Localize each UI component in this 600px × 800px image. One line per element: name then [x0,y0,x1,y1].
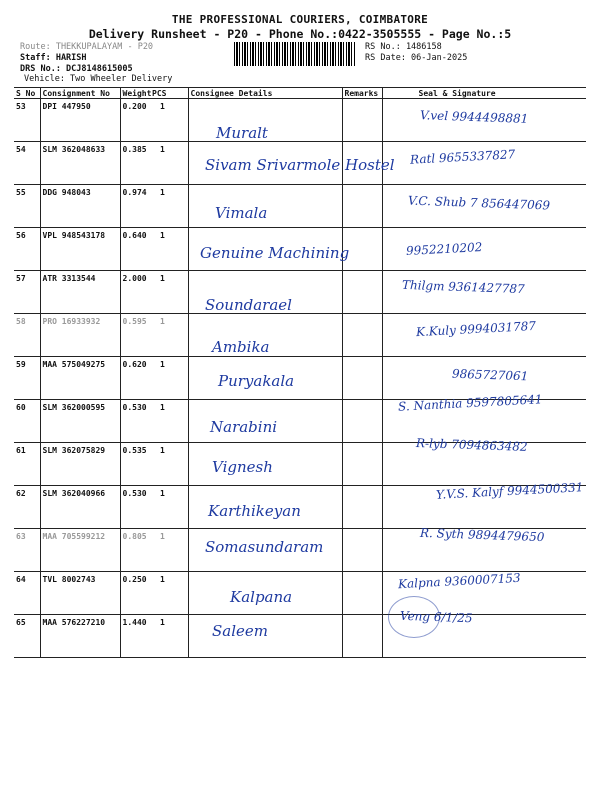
seal-signature-handwriting: S. Nanthia 9597805641 [397,392,543,414]
cell-sno: 55 [14,185,40,228]
cell-sno: 64 [14,572,40,615]
cell-pcs: 1 [150,142,188,185]
consignee-handwriting: Genuine Machining [200,244,350,262]
cell-weight: 0.385 [120,142,150,185]
cell-pcs: 1 [150,615,188,658]
cell-consignment: TVL 8002743 [40,572,120,615]
seal-signature-handwriting: Thilgm 9361427787 [401,277,525,297]
cell-sno: 63 [14,529,40,572]
cell-empty [342,529,382,572]
cell-weight: 0.640 [120,228,150,271]
rs-number: RS No.: 1486158 [365,42,442,52]
cell-sno: 54 [14,142,40,185]
cell-consignment: SLM 362000595 [40,400,120,443]
header-remarks: Remarks [342,88,382,99]
seal-signature-handwriting: Y.V.S. Kalyf 9944500331 [435,480,584,502]
runsheet-subtitle: Delivery Runsheet - P20 - Phone No.:0422-3505555 - Page No.:5 [88,27,512,41]
route-text: Route: THEKKUPALAYAM - P20 [20,42,154,52]
cell-sno: 57 [14,271,40,314]
cell-consignment: SLM 362048633 [40,142,120,185]
drs-number: DRS No.: DCJ8148615005 [20,64,133,74]
cell-consignment: ATR 3313544 [40,271,120,314]
vehicle-text: Vehicle: Two Wheeler Delivery [24,74,173,84]
consignee-handwriting: Kalpana [230,588,293,606]
consignee-handwriting: Saleem [212,622,268,640]
consignee-handwriting: Somasundaram [205,538,324,556]
barcode [234,42,356,66]
seal-signature-handwriting: Ratl 9655337827 [409,147,516,167]
cell-empty [342,99,382,142]
cell-empty [342,572,382,615]
cell-sno: 60 [14,400,40,443]
table-header-row [14,88,586,99]
cell-consignment: SLM 362040966 [40,486,120,529]
consignee-handwriting: Sivam Srivarmole Hostel [205,156,395,174]
seal-signature-handwriting: V.C. Shub 7 856447069 [407,193,551,213]
cell-consignment: MAA 705599212 [40,529,120,572]
cell-pcs: 1 [150,400,188,443]
cell-pcs: 1 [150,228,188,271]
header-consignment: Consignment No [40,88,120,99]
cell-weight: 0.620 [120,357,150,400]
staff-text: Staff: HARISH [20,53,87,63]
rs-date: RS Date: 06-Jan-2025 [365,53,468,63]
header-consignee: Consignee Details [188,88,342,99]
seal-signature-handwriting: R-lyb 7094863482 [415,436,528,454]
seal-signature-handwriting: R. Syth 9894479650 [419,525,545,545]
cell-empty [342,357,382,400]
cell-empty [342,314,382,357]
cell-sno: 61 [14,443,40,486]
cell-consignment: DPI 447950 [40,99,120,142]
cell-pcs: 1 [150,529,188,572]
cell-pcs: 1 [150,185,188,228]
cell-pcs: 1 [150,572,188,615]
seal-signature-handwriting: V.vel 9944498881 [419,108,529,126]
seal-signature-handwriting: 9865727061 [451,366,529,384]
header-weight: Weight [120,88,150,99]
cell-pcs: 1 [150,99,188,142]
cell-consignment: MAA 576227210 [40,615,120,658]
cell-empty [342,443,382,486]
cell-empty [342,271,382,314]
cell-consignment: SLM 362075829 [40,443,120,486]
header-seal: Seal & Signature [382,88,586,99]
cell-sno: 53 [14,99,40,142]
cell-weight: 1.440 [120,615,150,658]
cell-weight: 2.000 [120,271,150,314]
cell-weight: 0.250 [120,572,150,615]
cell-weight: 0.530 [120,400,150,443]
cell-pcs: 1 [150,357,188,400]
cell-weight: 0.200 [120,99,150,142]
header-sno: S No [14,88,40,99]
header-pcs: PCS [150,88,188,99]
consignee-handwriting: Vimala [215,204,268,222]
consignee-handwriting: Soundarael [205,296,292,314]
cell-empty [342,615,382,658]
cell-weight: 0.535 [120,443,150,486]
cell-sno: 62 [14,486,40,529]
cell-pcs: 1 [150,486,188,529]
cell-sno: 58 [14,314,40,357]
consignee-handwriting: Narabini [210,418,278,436]
consignee-handwriting: Karthikeyan [208,502,301,520]
consignee-handwriting: Muralt [216,124,268,142]
cell-weight: 0.595 [120,314,150,357]
cell-consignment: DDG 948043 [40,185,120,228]
consignee-handwriting: Vignesh [212,458,273,476]
cell-weight: 0.974 [120,185,150,228]
cell-consignment: MAA 575049275 [40,357,120,400]
consignee-handwriting: Puryakala [218,372,295,390]
cell-empty [342,185,382,228]
seal-signature-handwriting: K.Kuly 9994031787 [415,318,537,340]
cell-empty [342,400,382,443]
company-title: THE PROFESSIONAL COURIERS, COIMBATORE [171,13,429,26]
cell-pcs: 1 [150,443,188,486]
cell-sno: 56 [14,228,40,271]
cell-consignment: VPL 948543178 [40,228,120,271]
cell-weight: 0.530 [120,486,150,529]
seal-signature-handwriting: 9952210202 [405,240,483,258]
cell-pcs: 1 [150,271,188,314]
cell-sno: 65 [14,615,40,658]
cell-empty [342,486,382,529]
seal-signature-handwriting: Veng 6/1/25 [399,608,473,626]
consignee-handwriting: Ambika [212,338,270,356]
cell-consignment: PRO 16933932 [40,314,120,357]
cell-weight: 0.805 [120,529,150,572]
cell-pcs: 1 [150,314,188,357]
seal-signature-handwriting: Kalpna 9360007153 [397,570,521,592]
table-row [14,615,586,658]
cell-sno: 59 [14,357,40,400]
